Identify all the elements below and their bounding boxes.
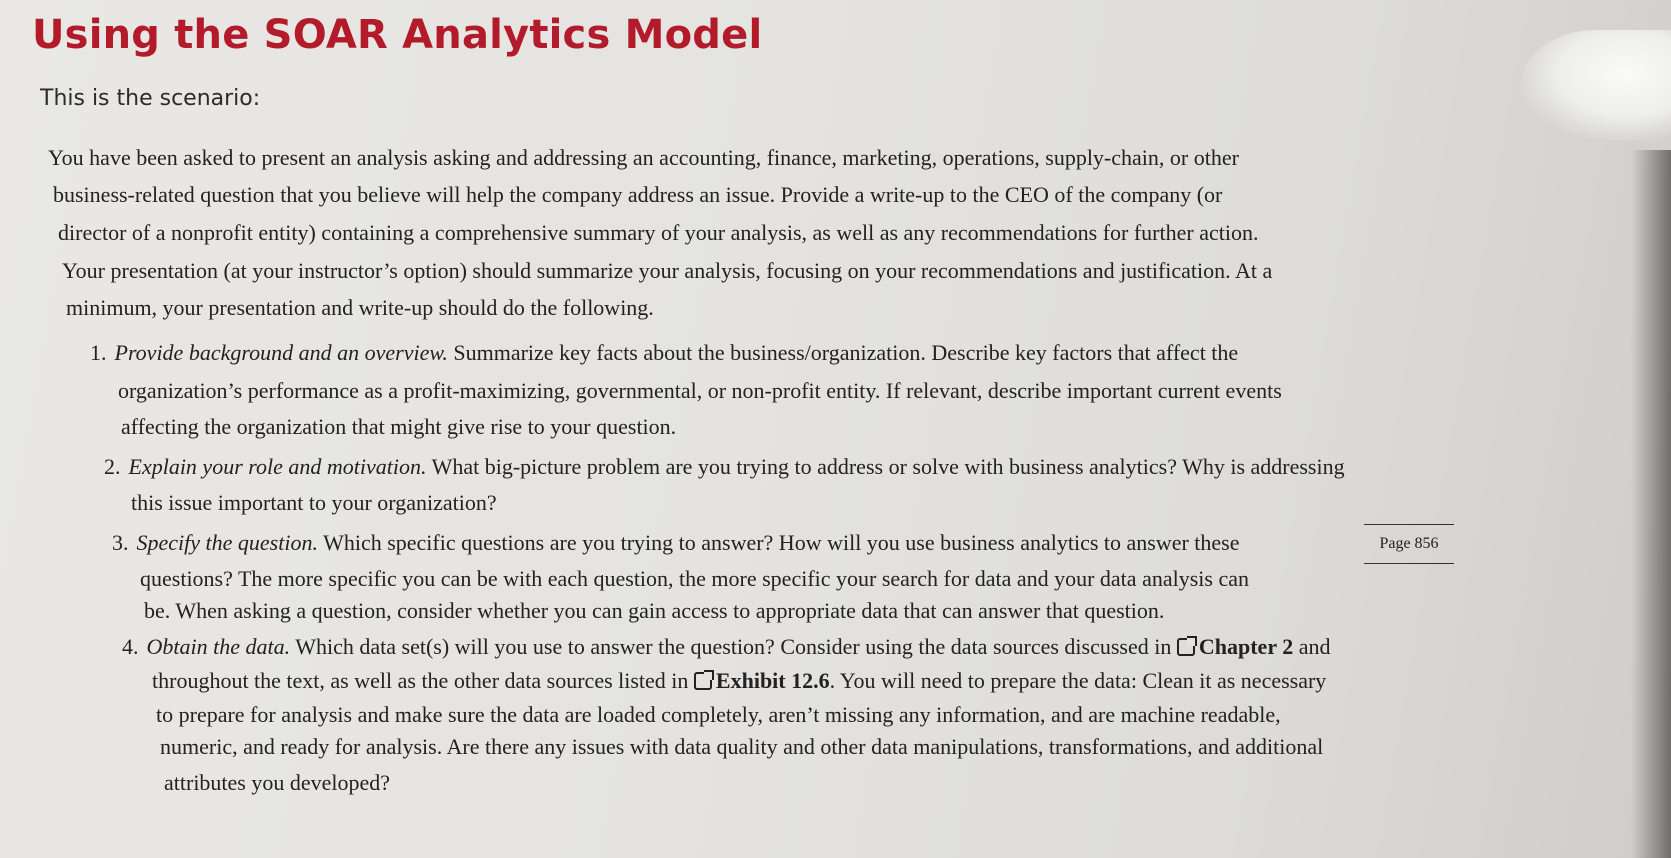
item-text: Which data set(s) will you use to answer the question? Consider using the data sources discussed in xyxy=(295,634,1172,659)
scenario-label: This is the scenario: xyxy=(40,86,261,111)
item-text: and xyxy=(1298,634,1331,659)
item-heading: Obtain the data. xyxy=(146,634,291,659)
item-line: organization’s performance as a profit-maximizing, governmental, or non-profit entity. If relevant, describe important current events xyxy=(118,378,1282,403)
item-line: questions? The more specific you can be with each question, the more specific your search for data and your data analysis can xyxy=(140,566,1249,591)
intro-line: business-related question that you believe will help the company address an issue. Provide a write-up to the CEO of the company (or xyxy=(53,182,1223,207)
list-item-4 xyxy=(122,632,1330,662)
page-marker: Page 856 xyxy=(1364,524,1454,564)
intro-line: minimum, your presentation and write-up should do the following. xyxy=(66,295,654,320)
item-number: 2. xyxy=(104,454,121,479)
intro-line: You have been asked to present an analysis asking and addressing an accounting, finance, marketing, operations, supply-chain, or other xyxy=(48,145,1239,170)
list-item-1 xyxy=(90,338,1238,368)
item-line: affecting the organization that might give rise to your question. xyxy=(121,414,677,439)
item-text: Which specific questions are you trying to answer? How will you use business analytics to answer these xyxy=(323,530,1240,555)
list-item-2 xyxy=(104,452,1345,482)
item-line: numeric, and ready for analysis. Are there any issues with data quality and other data manipulations, transformations, and additional xyxy=(160,734,1324,759)
item-line: attributes you developed? xyxy=(164,770,391,795)
item-line: be. When asking a question, consider whether you can gain access to appropriate data that can answer that question. xyxy=(144,598,1165,623)
item-number: 3. xyxy=(112,530,129,555)
item-text: What big-picture problem are you trying to address or solve with business analytics? Why is addressing xyxy=(431,454,1345,479)
item-line: to prepare for analysis and make sure the data are loaded completely, aren’t missing any information, and are machine readable, xyxy=(156,702,1281,727)
item-number: 4. xyxy=(122,634,139,659)
item-text: . You will need to prepare the data: Clean it as necessary xyxy=(829,668,1327,693)
list-item-3 xyxy=(112,528,1240,558)
item-line xyxy=(152,666,1326,696)
item-number: 1. xyxy=(90,340,107,365)
item-heading: Specify the question. xyxy=(136,530,318,555)
intro-line: director of a nonprofit entity) containing a comprehensive summary of your analysis, as well as any recommendations for further action. xyxy=(58,220,1259,245)
external-link-icon[interactable] xyxy=(694,672,712,690)
item-text: throughout the text, as well as the other data sources listed in xyxy=(152,668,689,693)
exhibit-12-6-link[interactable]: Exhibit 12.6 xyxy=(715,668,830,693)
screen-glare xyxy=(1521,30,1671,140)
item-heading: Explain your role and motivation. xyxy=(128,454,427,479)
page-title: Using the SOAR Analytics Model xyxy=(32,12,763,58)
intro-line: Your presentation (at your instructor’s option) should summarize your analysis, focusing on your recommendations and justification. At a xyxy=(62,258,1273,283)
chapter-2-link[interactable]: Chapter 2 xyxy=(1198,634,1294,659)
item-line: this issue important to your organization? xyxy=(131,490,497,515)
external-link-icon[interactable] xyxy=(1177,638,1195,656)
screen-edge-shadow xyxy=(1631,150,1671,858)
item-heading: Provide background and an overview. xyxy=(114,340,448,365)
item-text: Summarize key facts about the business/organization. Describe key factors that affect the xyxy=(453,340,1239,365)
